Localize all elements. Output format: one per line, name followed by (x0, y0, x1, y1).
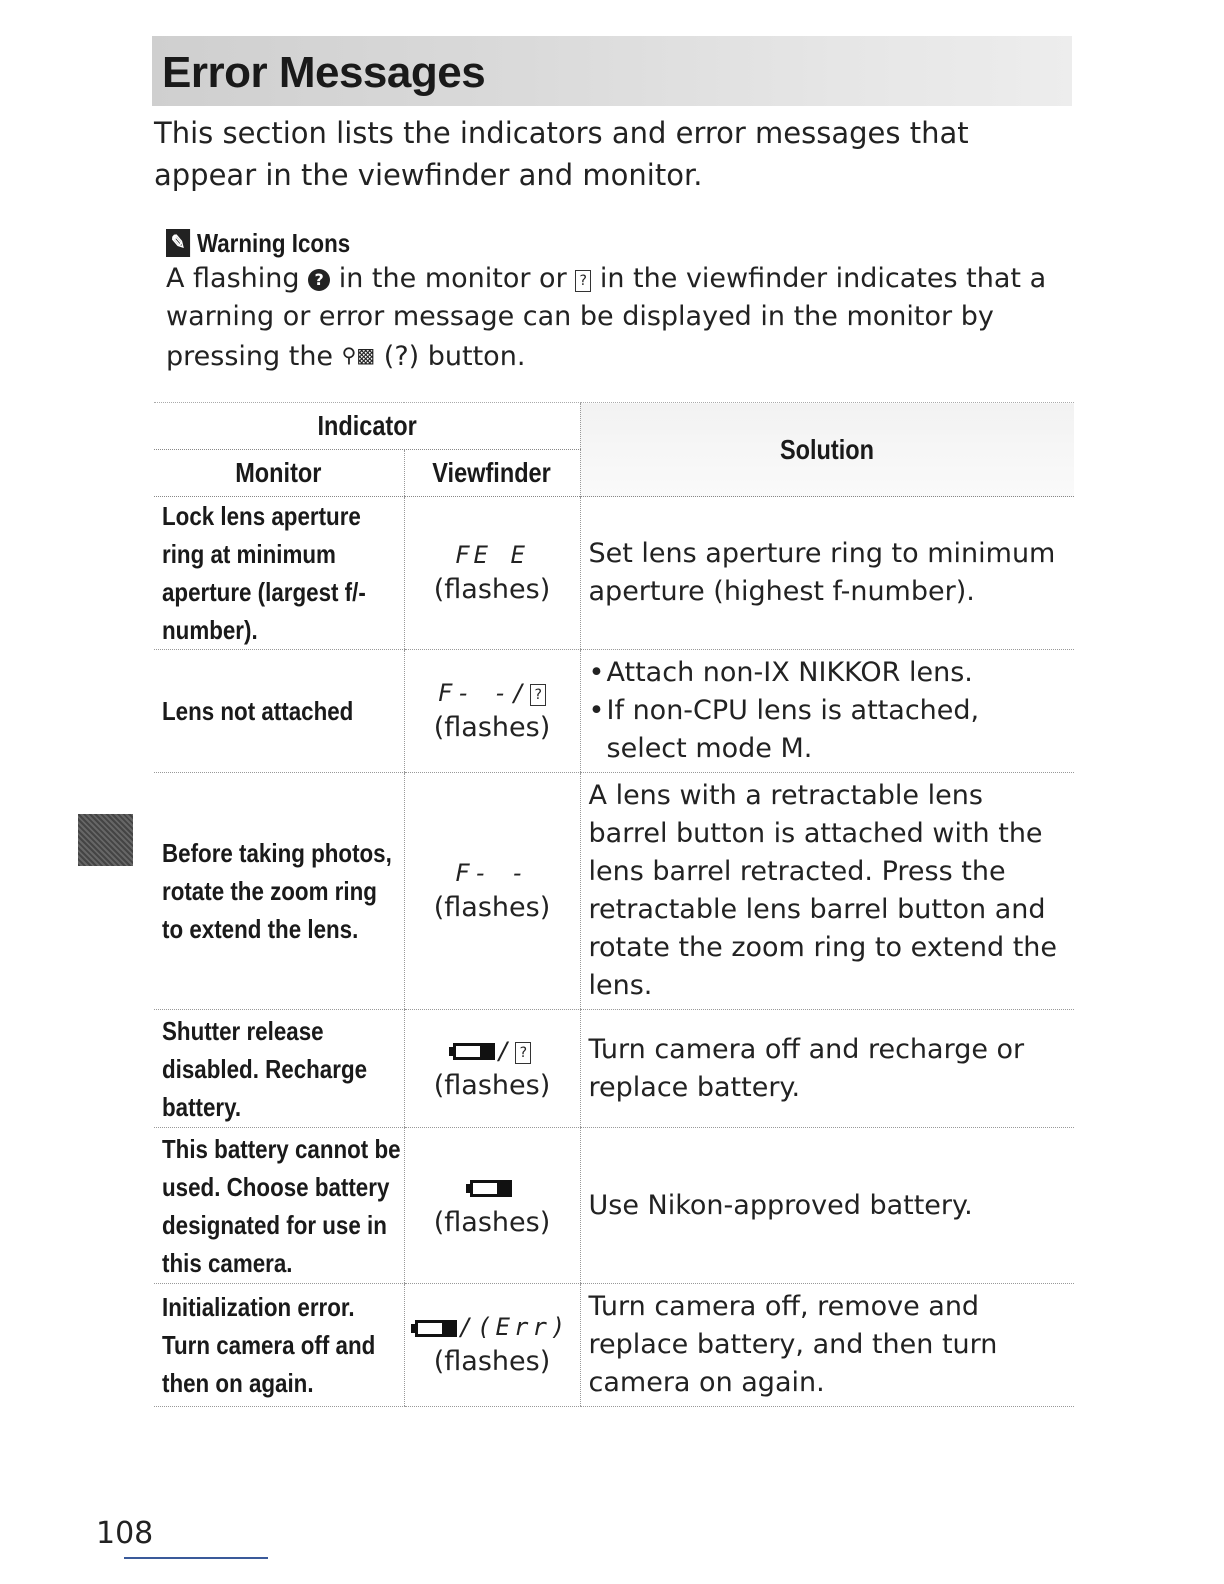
row-viewfinder (404, 1128, 580, 1284)
viewfinder-code: FE E (455, 541, 529, 569)
battery-icon (470, 1180, 512, 1197)
battery-low-icon (415, 1320, 457, 1337)
viewfinder-note: (flashes) (433, 1069, 551, 1101)
battery-low-icon (453, 1043, 495, 1060)
solution-bullet: • If non-CPU lens is attached, select mode M. (589, 692, 1067, 768)
page-number-rule (124, 1557, 268, 1559)
section-side-tab (78, 814, 133, 866)
viewfinder-help-icon: ? (530, 684, 546, 706)
row-viewfinder (404, 1010, 580, 1128)
viewfinder-help-icon: ? (515, 1042, 531, 1064)
zoom-out-button-icon: ⚲▩ (341, 343, 376, 367)
table-row (154, 1284, 1074, 1407)
note-heading-text: Warning Icons (196, 228, 351, 258)
viewfinder-note: (flashes) (433, 1346, 551, 1377)
header-monitor: Monitor (154, 450, 404, 497)
page-number: 108 (96, 1516, 154, 1551)
warning-icons-heading (166, 224, 350, 262)
viewfinder-note: (flashes) (433, 892, 551, 923)
note-body-part2: in the monitor or (338, 263, 567, 294)
table-row (154, 1010, 1074, 1128)
row-viewfinder (404, 497, 580, 650)
intro-paragraph: This section lists the indicators and error messages that appear in the viewfinder and monitor. (154, 116, 969, 192)
row-viewfinder (404, 773, 580, 1010)
pencil-note-icon: ✎ (166, 229, 190, 257)
row-solution: Turn camera off and recharge or replace battery. (580, 1010, 1074, 1128)
row-monitor: Shutter release disabled. Recharge battery. (154, 1010, 404, 1128)
viewfinder-note: (flashes) (433, 1206, 551, 1238)
table-row (154, 650, 1074, 773)
viewfinder-code: F- - (455, 859, 529, 887)
row-monitor: Before taking photos, rotate the zoom ring to extend the lens. (154, 773, 404, 1010)
row-solution: Use Nikon-approved battery. (580, 1128, 1074, 1284)
viewfinder-code (405, 1171, 580, 1205)
viewfinder-note: (flashes) (433, 574, 551, 605)
row-monitor: Lens not attached (154, 650, 404, 773)
row-solution (580, 650, 1074, 773)
row-solution: Set lens aperture ring to minimum aperture (highest f-number). (580, 497, 1074, 650)
table-row (154, 773, 1074, 1010)
viewfinder-code: F- -/ ? (405, 676, 580, 710)
header-indicator: Indicator (154, 403, 580, 450)
note-body (166, 260, 1066, 376)
row-viewfinder (404, 1284, 580, 1407)
error-table (154, 402, 1074, 1407)
row-viewfinder (404, 650, 580, 773)
note-body-part3: in the viewfinder indicates that a warning or error message can be displayed in the monitor by pressing the (166, 263, 1047, 372)
row-solution: Turn camera off, remove and replace battery, and then turn camera on again. (580, 1284, 1074, 1407)
table-row (154, 1128, 1074, 1284)
header-viewfinder: Viewfinder (404, 450, 580, 497)
table-row (154, 497, 1074, 650)
viewfinder-help-icon: ? (575, 270, 591, 292)
row-solution: A lens with a retractable lens barrel button is attached with the lens barrel retracted. Press the retractable lens barrel button and rotate the zoom ring to extend the lens. (580, 773, 1074, 1010)
row-monitor: Lock lens aperture ring at minimum aperture (largest f/-number). (154, 497, 404, 650)
viewfinder-code: / ? (405, 1034, 580, 1068)
help-circle-icon: ? (308, 269, 330, 291)
header-solution: Solution (580, 403, 1074, 497)
row-monitor: This battery cannot be used. Choose battery designated for use in this camera. (154, 1128, 404, 1284)
note-body-part1: A flashing (166, 263, 300, 294)
solution-bullet: • Attach non-IX NIKKOR lens. (589, 654, 1067, 692)
row-monitor: Initialization error. Turn camera off and then on again. (154, 1284, 404, 1407)
page-title: Error Messages (162, 48, 486, 97)
viewfinder-code: /(Err) (405, 1310, 580, 1344)
note-body-part4: (?) button. (383, 341, 526, 372)
viewfinder-note: (flashes) (433, 712, 551, 743)
